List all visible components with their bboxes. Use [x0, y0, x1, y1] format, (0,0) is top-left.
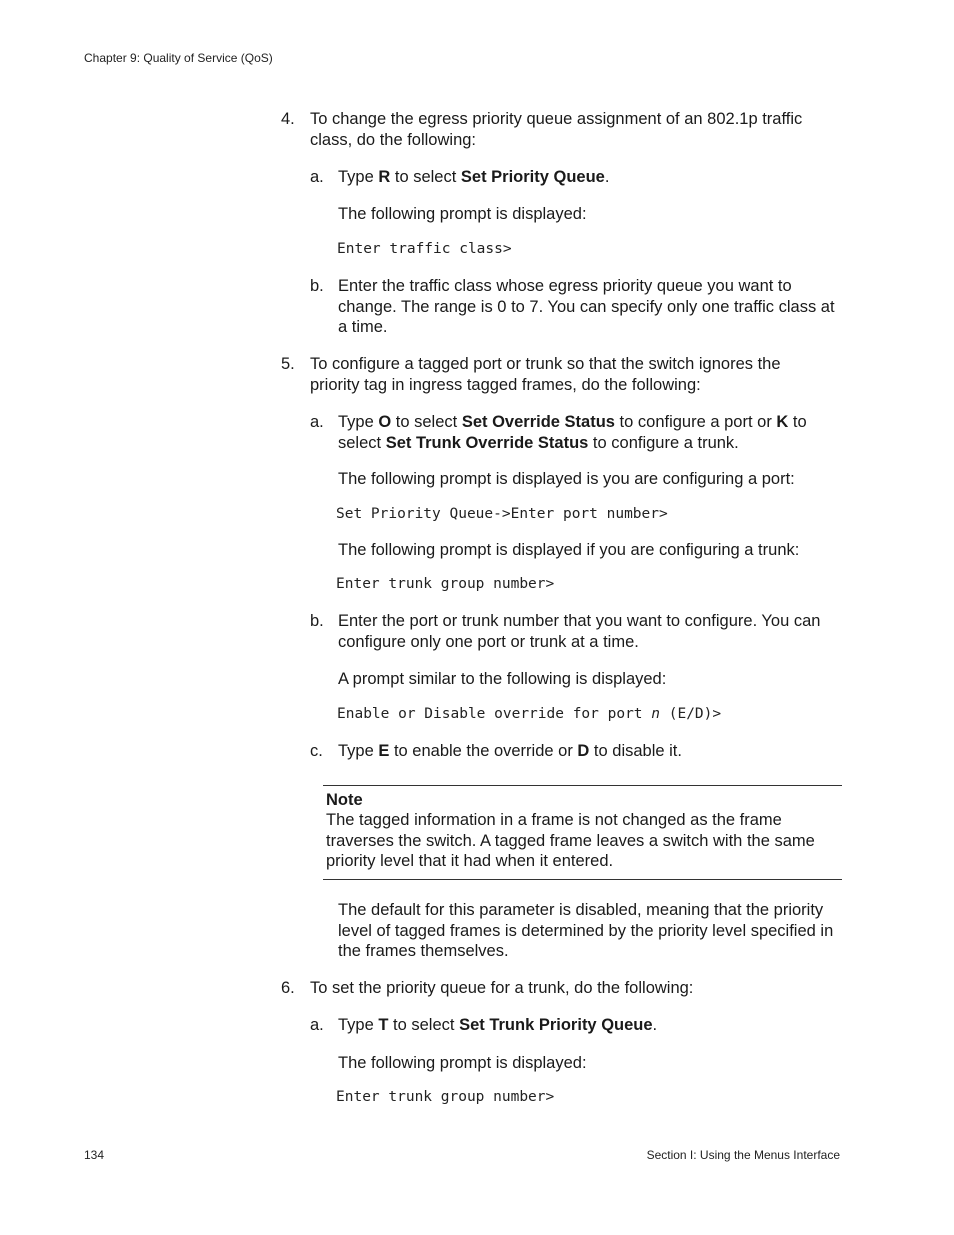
step-5a-port-prompt: Set Priority Queue->Enter port number>	[336, 506, 668, 522]
step-5a-label: a.	[310, 413, 324, 431]
step-4a-label: a.	[310, 168, 324, 186]
step-5a-trunk-prompt: Enter trunk group number>	[336, 576, 555, 592]
step-4-text: To change the egress priority queue assignment of an 802.1p traffic class, do the following:	[310, 110, 803, 149]
note-text: The tagged information in a frame is not changed as the frame traverses the switch. A tagged frame leaves a switch with the same priority level that it had when it entered.	[326, 811, 815, 870]
step-5b-label: b.	[310, 612, 324, 630]
key-k: K	[776, 413, 789, 431]
step-5b-prompt-intro: A prompt similar to the following is displayed:	[338, 670, 667, 688]
key-e: E	[378, 742, 390, 760]
default-text: The default for this parameter is disabled, meaning that the priority level of tagged frames is determined by the priority level specified in the frames themselves.	[338, 901, 834, 960]
step-6a-prompt-intro: The following prompt is displayed:	[338, 1054, 587, 1072]
step-6-number: 6.	[281, 979, 295, 997]
key-o: O	[378, 413, 392, 431]
menu-option-set-priority-queue: Set Priority Queue	[460, 168, 605, 186]
step-6-text: To set the priority queue for a trunk, do the following:	[310, 979, 694, 997]
step-6a-prompt: Enter trunk group number>	[336, 1089, 555, 1105]
menu-option-set-trunk-override-status: Set Trunk Override Status	[385, 433, 589, 452]
step-4b-text: Enter the traffic class whose egress priority queue you want to change. The range is 0 to 7. You can specify only one traffic class at a time.	[338, 277, 835, 336]
step-6a-text: Type T to select Set Trunk Priority Queue.	[338, 1016, 658, 1034]
note-box	[323, 785, 842, 880]
step-5-text: To configure a tagged port or trunk so that the switch ignores the priority tag in ingress tagged frames, do the following:	[310, 355, 781, 394]
step-4-number: 4.	[281, 110, 295, 128]
menu-option-set-override-status: Set Override Status	[461, 413, 615, 431]
step-5b-text: Enter the port or trunk number that you want to configure. You can configure only one port or trunk at a time.	[338, 612, 821, 651]
step-5c-label: c.	[310, 742, 323, 760]
step-6a-label: a.	[310, 1016, 324, 1034]
step-5a-text: Type O to select Set Override Status to configure a port or K to select Set Trunk Override Status to configure a trunk.	[338, 413, 807, 452]
step-4a-prompt: Enter traffic class>	[337, 241, 512, 257]
step-4a-text: Type R to select Set Priority Queue.	[338, 168, 610, 186]
step-5b-prompt: Enable or Disable override for port n (E/D)>	[337, 706, 722, 722]
port-variable: n	[651, 706, 661, 722]
key-r: R	[378, 168, 391, 186]
page-number: 134	[84, 1148, 105, 1162]
key-d: D	[577, 742, 590, 760]
step-4a-prompt-intro: The following prompt is displayed:	[338, 205, 587, 223]
step-4b-label: b.	[310, 277, 324, 295]
section-footer: Section I: Using the Menus Interface	[646, 1148, 840, 1162]
note-title: Note	[326, 791, 363, 809]
menu-option-set-trunk-priority-queue: Set Trunk Priority Queue	[459, 1016, 653, 1034]
step-5a-trunk-intro: The following prompt is displayed if you are configuring a trunk:	[338, 541, 800, 559]
key-t: T	[378, 1016, 389, 1034]
chapter-header: Chapter 9: Quality of Service (QoS)	[84, 51, 273, 65]
step-5-number: 5.	[281, 355, 295, 373]
step-5c-text: Type E to enable the override or D to disable it.	[338, 742, 682, 760]
step-5a-port-intro: The following prompt is displayed is you are configuring a port:	[338, 470, 795, 488]
